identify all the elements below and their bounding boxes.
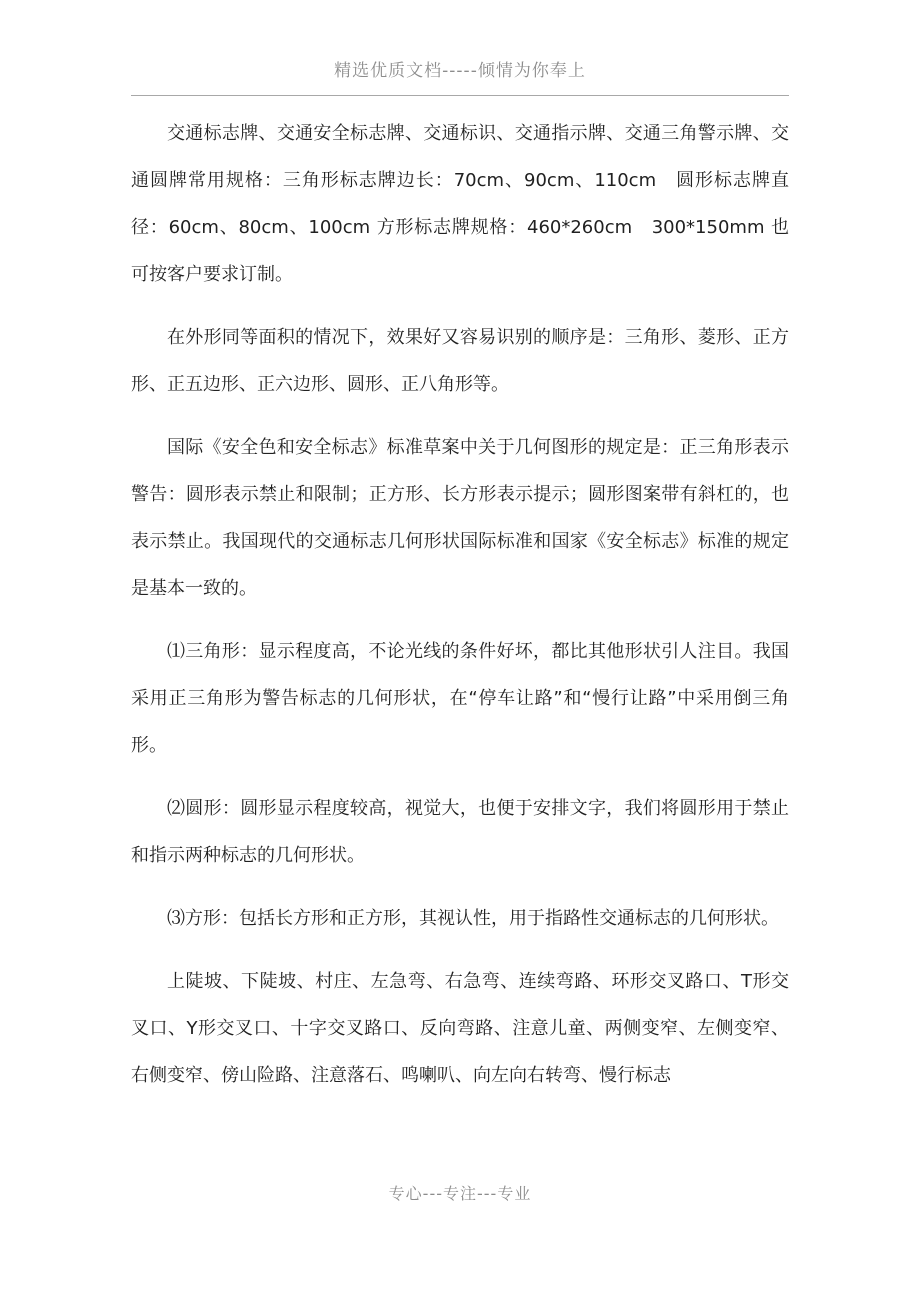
paragraph-sign-types-list: 上陡坡、下陡坡、村庄、左急弯、右急弯、连续弯路、环形交叉路口、T形交叉口、Y形交叉口、十字交叉路口、反向弯路、注意儿童、两侧变窄、左侧变窄、右侧变窄、傍山险路、注意落石、鸣喇叭、向左向右转弯、慢行标志 bbox=[131, 971, 789, 1086]
paragraph-shape-recognition-order: 在外形同等面积的情况下，效果好又容易识别的顺序是：三角形、菱形、正方形、正五边形、正六边形、圆形、正八角形等。 bbox=[131, 327, 789, 395]
page-footer bbox=[0, 1181, 920, 1204]
paragraph-circle: ⑵圆形：圆形显示程度较高，视觉大，也便于安排文字，我们将圆形用于禁止和指示两种标志的几何形状。 bbox=[131, 798, 789, 866]
paragraph-square: ⑶方形：包括长方形和正方形，其视认性，用于指路性交通标志的几何形状。 bbox=[167, 908, 779, 929]
paragraph-sign-specs: 交通标志牌、交通安全标志牌、交通标识、交通指示牌、交通三角警示牌、交通圆牌常用规格：三角形标志牌边长：70cm、90cm、110cm 圆形标志牌直径：60cm、80cm、100cm 方形标志牌规格：460*260cm 300*150mm 也可按客户要求订制。 bbox=[131, 123, 789, 285]
page-header bbox=[0, 0, 920, 81]
paragraph-international-standard: 国际《安全色和安全标志》标准草案中关于几何图形的规定是：正三角形表示警告：圆形表示禁止和限制；正方形、长方形表示提示；圆形图案带有斜杠的，也表示禁止。我国现代的交通标志几何形状国际标准和国家《安全标志》标准的规定是基本一致的。 bbox=[131, 437, 789, 599]
header-text: 精选优质文档-----倾情为你奉上 bbox=[334, 61, 586, 81]
footer-text: 专心---专注---专业 bbox=[388, 1184, 532, 1203]
document-body bbox=[0, 96, 920, 1099]
paragraph-triangle: ⑴三角形：显示程度高，不论光线的条件好坏，都比其他形状引人注目。我国采用正三角形为警告标志的几何形状，在“停车让路”和“慢行让路”中采用倒三角形。 bbox=[131, 641, 789, 756]
